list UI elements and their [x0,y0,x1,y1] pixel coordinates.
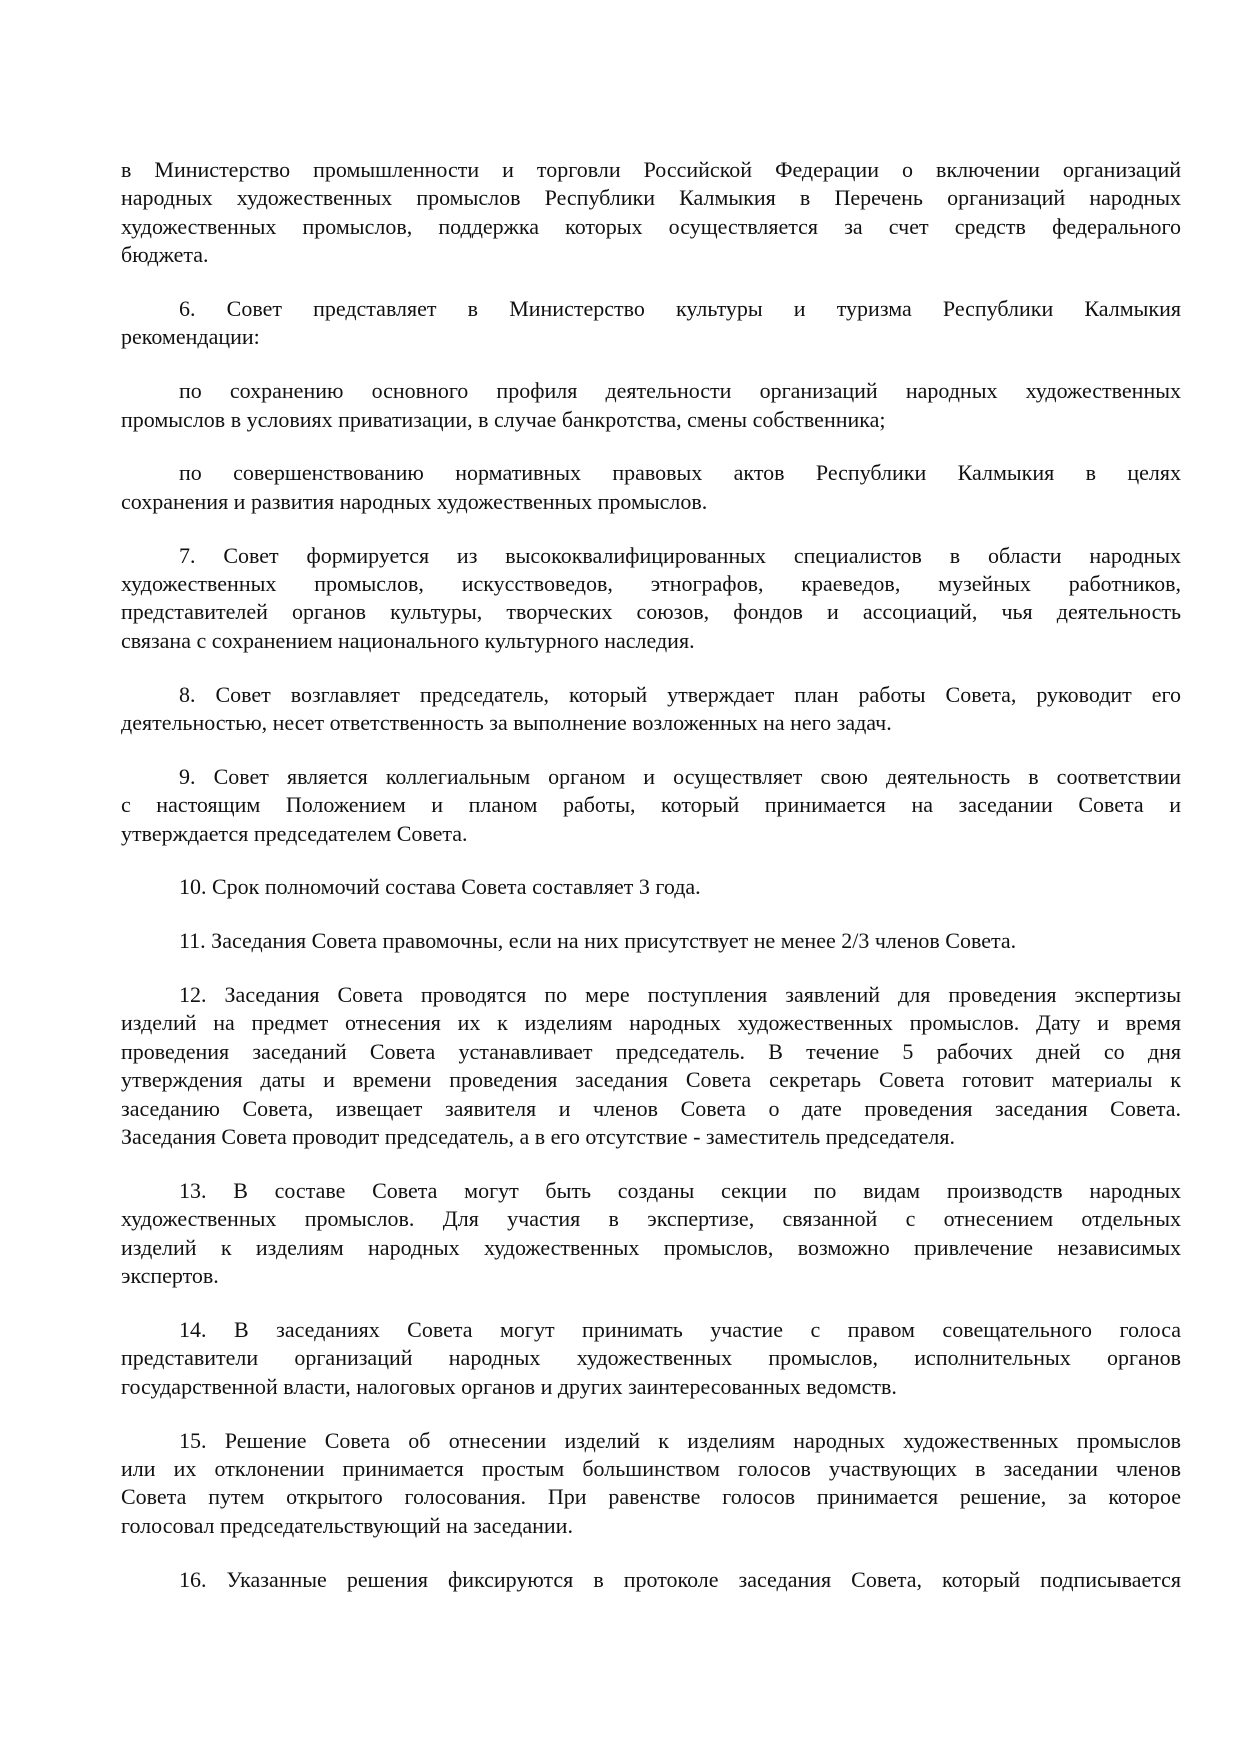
text-line: 10. Срок полномочий состава Совета составляет 3 года. [179,874,701,900]
text-line: художественных промыслов. Для участия в экспертизе, связанной с отнесением отдельных [121,1206,1181,1232]
paragraph [121,1566,1181,1594]
paragraph [121,873,1181,901]
text-line: Совета путем открытого голосования. При равенстве голосов принимается решение, за которое [121,1484,1181,1510]
text-line: представители организаций народных художественных промыслов, исполнительных органов [121,1345,1181,1371]
paragraph [121,1427,1181,1541]
paragraph [121,763,1181,848]
text-line: 11. Заседания Совета правомочны, если на них присутствует не менее 2/3 членов Совета. [179,928,1017,954]
paragraph [121,1316,1181,1401]
paragraph [121,681,1181,738]
text-line: народных художественных промыслов Республики Калмыкия в Перечень организаций народных [121,185,1181,211]
text-line: голосовал председательствующий на заседании. [121,1512,573,1538]
text-line: сохранения и развития народных художественных промыслов. [121,488,708,514]
text-line: с настоящим Положением и планом работы, который принимается на заседании Совета и [121,792,1181,818]
text-line: 15. Решение Совета об отнесении изделий к изделиям народных художественных промыслов [179,1427,1181,1453]
text-line: изделий к изделиям народных художественных промыслов, возможно привлечение независимых [121,1234,1181,1260]
paragraph [121,927,1181,955]
text-line: проведения заседаний Совета устанавливает председатель. В течение 5 рабочих дней со дня [121,1038,1181,1064]
text-line: Заседания Совета проводит председатель, а в его отсутствие - заместитель председателя. [121,1124,955,1150]
paragraph [121,1177,1181,1291]
text-line: 16. Указанные решения фиксируются в протоколе заседания Совета, который подписывается [179,1566,1181,1592]
text-line: деятельностью, несет ответственность за выполнение возложенных на него задач. [121,710,892,736]
text-line: промыслов в условиях приватизации, в случае банкротства, смены собственника; [121,406,886,432]
paragraph [121,295,1181,352]
document-page [121,156,1181,1619]
paragraph [121,459,1181,516]
text-line: по совершенствованию нормативных правовых актов Республики Калмыкия в целях [179,460,1181,486]
text-line: связана с сохранением национального культурного наследия. [121,627,695,653]
text-line: художественных промыслов, поддержка которых осуществляется за счет средств федерального [121,213,1181,239]
text-line: экспертов. [121,1263,219,1289]
paragraph [121,542,1181,656]
text-line: по сохранению основного профиля деятельности организаций народных художественных [179,378,1181,404]
text-line: утверждения даты и времени проведения заседания Совета секретарь Совета готовит материалы к [121,1067,1181,1093]
text-line: представителей органов культуры, творческих союзов, фондов и ассоциаций, чья деятельность [121,599,1181,625]
paragraph [121,981,1181,1151]
text-line: 14. В заседаниях Совета могут принимать участие с правом совещательного голоса [179,1316,1181,1342]
text-line: рекомендации: [121,324,260,350]
text-line: бюджета. [121,242,209,268]
text-line: художественных промыслов, искусствоведов, этнографов, краеведов, музейных работников, [121,571,1181,597]
text-line: изделий на предмет отнесения их к изделиям народных художественных промыслов. Дату и время [121,1010,1181,1036]
text-line: в Министерство промышленности и торговли Российской Федерации о включении организаций [121,157,1181,182]
text-line: 12. Заседания Совета проводятся по мере поступления заявлений для проведения экспертизы [179,982,1181,1008]
text-line: утверждается председателем Совета. [121,820,468,846]
paragraph [121,156,1181,270]
text-line: 8. Совет возглавляет председатель, который утверждает план работы Совета, руководит его [179,681,1181,707]
text-line: 7. Совет формируется из высококвалифицированных специалистов в области народных [179,542,1181,568]
text-line: заседанию Совета, извещает заявителя и членов Совета о дате проведения заседания Совета. [121,1095,1181,1121]
text-line: 6. Совет представляет в Министерство культуры и туризма Республики Калмыкия [179,296,1181,322]
text-line: государственной власти, налоговых органов и других заинтересованных ведомств. [121,1373,897,1399]
paragraph [121,377,1181,434]
text-line: или их отклонении принимается простым большинством голосов участвующих в заседании членов [121,1455,1181,1481]
text-line: 13. В составе Совета могут быть созданы секции по видам производств народных [179,1177,1181,1203]
text-line: 9. Совет является коллегиальным органом и осуществляет свою деятельность в соответствии [179,763,1181,789]
